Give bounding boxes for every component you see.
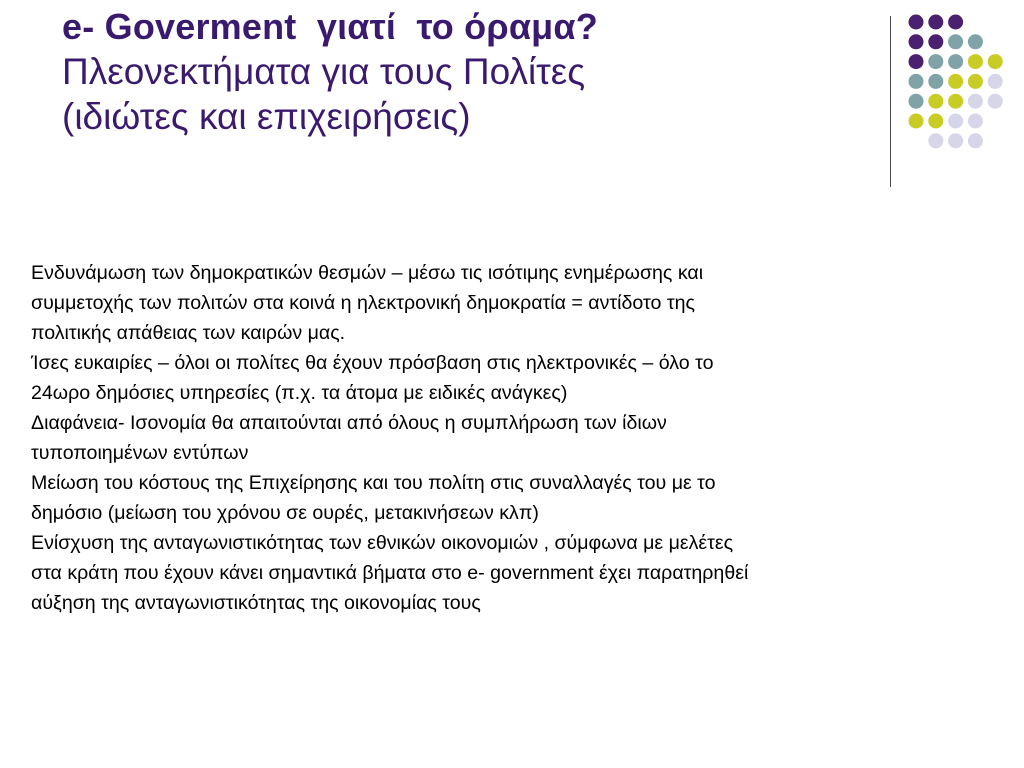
decorative-dot — [928, 15, 943, 30]
decorative-dot-grid — [900, 10, 1020, 170]
decorative-dot — [909, 15, 924, 30]
paragraph-competitiveness: Ενίσχυση της ανταγωνιστικότητας των εθνικών οικονομιών , σύμφωνα με μελέτες στα κράτη που έχουν κάνει σημαντικά βήματα στο e- government έχει παρατηρηθεί αύξηση της ανταγωνιστικότητας της οικονομίας τους — [31, 532, 749, 614]
slide-title — [62, 4, 872, 139]
title-line-main: e- Goverment γιατί το όραμα? — [62, 6, 598, 47]
body-text — [31, 258, 1006, 618]
decorative-dot — [968, 114, 983, 129]
decorative-dot — [928, 114, 943, 129]
decorative-dot — [948, 94, 963, 109]
decorative-dot — [928, 133, 943, 148]
vertical-divider — [890, 16, 891, 187]
decorative-dot — [988, 74, 1003, 89]
title-line-parenthetical: (ιδιώτες και επιχειρήσεις) — [62, 96, 471, 137]
decorative-dot — [948, 15, 963, 30]
decorative-dot — [988, 54, 1003, 69]
decorative-dot — [948, 74, 963, 89]
decorative-dot — [948, 54, 963, 69]
decorative-dot — [909, 94, 924, 109]
decorative-dot — [928, 74, 943, 89]
decorative-dot — [988, 94, 1003, 109]
decorative-dot — [948, 133, 963, 148]
paragraph-transparency: Διαφάνεια- Ισονομία θα απαιτούνται από όλους η συμπλήρωση των ίδιων τυποποιημένων εντύπων — [31, 412, 667, 464]
title-line-subtitle: Πλεονεκτήματα για τους Πολίτες — [62, 51, 586, 92]
paragraph-equal-opportunities: Ίσες ευκαιρίες – όλοι οι πολίτες θα έχουν πρόσβαση στις ηλεκτρονικές – όλο το 24ωρο δημόσιες υπηρεσίες (π.χ. τα άτομα με ειδικές ανάγκες) — [31, 352, 714, 404]
decorative-dot — [968, 133, 983, 148]
decorative-dot — [928, 54, 943, 69]
decorative-dot — [909, 114, 924, 129]
decorative-dot — [928, 34, 943, 49]
decorative-dot — [928, 94, 943, 109]
decorative-dot — [968, 34, 983, 49]
decorative-dot — [909, 34, 924, 49]
decorative-dot — [968, 94, 983, 109]
decorative-dot — [948, 34, 963, 49]
decorative-dot — [948, 114, 963, 129]
paragraph-cost-reduction: Μείωση του κόστους της Επιχείρησης και του πολίτη στις συναλλαγές του με το δημόσιο (μείωση του χρόνου σε ουρές, μετακινήσεων κλπ) — [31, 472, 716, 524]
paragraph-empowerment: Ενδυνάμωση των δημοκρατικών θεσμών – μέσω τις ισότιμης ενημέρωσης και συμμετοχής των πολιτών στα κοινά η ηλεκτρονική δημοκρατία = αντίδοτο της πολιτικής απάθειας των καιρών μας. — [31, 262, 704, 344]
decorative-dot — [968, 74, 983, 89]
decorative-dot — [909, 54, 924, 69]
decorative-dot — [968, 54, 983, 69]
decorative-dot — [909, 74, 924, 89]
